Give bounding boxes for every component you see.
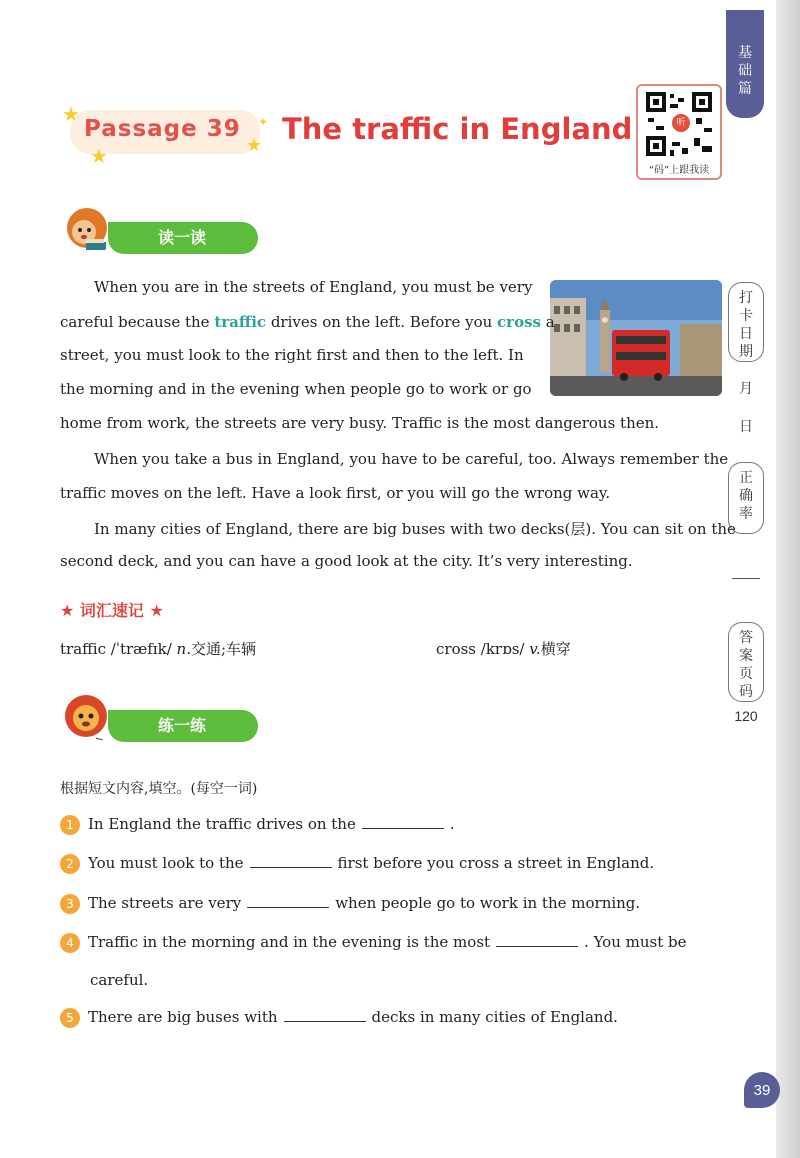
passage-line: street, you must look to the right first and then to the left. In	[60, 346, 524, 364]
london-street-photo	[550, 280, 722, 396]
accuracy-blank	[732, 578, 760, 579]
page-edge	[776, 0, 800, 1158]
practice-section-label: 练一练	[108, 710, 258, 742]
page-number: 39	[744, 1072, 780, 1108]
passage-line: home from work, the streets are very busy. Traffic is the most dangerous then.	[60, 414, 660, 432]
passage-number: Passage 39	[84, 116, 241, 142]
question-number-badge: 5	[60, 1008, 80, 1028]
star-icon: ✦	[258, 115, 269, 129]
read-section-badge	[62, 206, 207, 256]
answer-blank[interactable]	[247, 893, 329, 908]
day-label: 日	[739, 419, 753, 435]
question-3: 3 The streets are very when people go to work in the morning.	[60, 893, 722, 914]
keyword-traffic: traffic	[214, 313, 267, 331]
question-number-badge: 4	[60, 933, 80, 953]
hedgehog-mascot-icon	[62, 206, 112, 256]
passage-line: When you take a bus in England, you have to be careful, too. Always remember the	[94, 450, 729, 468]
month-label: 月	[739, 381, 753, 397]
vocab-item-traffic: traffic /ˈtræfɪk/ n.交通;车辆	[60, 640, 257, 658]
answer-blank[interactable]	[362, 814, 444, 829]
question-2: 2 You must look to the first before you cross a street in England.	[60, 853, 722, 874]
practice-section-badge	[62, 694, 207, 744]
answer-blank[interactable]	[496, 932, 578, 947]
checkin-date-label: 打卡日期	[728, 282, 764, 362]
question-5: 5 There are big buses with decks in many cities of England.	[60, 1007, 722, 1028]
passage-line: When you are in the streets of England, you must be very	[94, 278, 533, 296]
keyword-cross: cross	[497, 313, 541, 331]
read-section-label: 读一读	[108, 222, 258, 254]
star-icon: ★	[90, 144, 108, 168]
passage-line: traffic moves on the left. Have a look first, or you will go the wrong way.	[60, 484, 611, 502]
question-4: 4 Traffic in the morning and in the evening is the most . You must be	[60, 932, 722, 953]
passage-line: the morning and in the evening when people go to work or go	[60, 380, 532, 398]
question-4-continued: careful.	[90, 971, 149, 989]
answer-blank[interactable]	[284, 1007, 366, 1022]
sidebar-tab-basic: 基础篇	[726, 10, 764, 118]
passage-line: In many cities of England, there are big buses with two decks(层). You can sit on the	[94, 520, 736, 538]
page-title: The traffic in England	[282, 112, 633, 146]
question-1: 1 In England the traffic drives on the .	[60, 814, 722, 835]
qr-caption: “码”上跟我读	[648, 165, 710, 176]
lion-mascot-icon	[62, 694, 112, 744]
star-icon: ★	[62, 102, 80, 126]
question-number-badge: 2	[60, 854, 80, 874]
vocab-item-cross: cross /krɒs/ v.横穿	[436, 640, 571, 658]
star-icon: ★	[246, 135, 263, 156]
answer-blank[interactable]	[250, 853, 332, 868]
passage-line: second deck, and you can have a good look at the city. It’s very interesting.	[60, 552, 633, 570]
qr-code[interactable]	[636, 84, 722, 180]
answer-page-label: 答案页码	[728, 622, 764, 702]
listen-icon: 听	[672, 114, 690, 132]
photo-image	[550, 280, 722, 396]
exercise-instruction: 根据短文内容,填空。(每空一词)	[60, 781, 258, 797]
question-number-badge: 3	[60, 894, 80, 914]
vocab-heading: ★ 词汇速记 ★	[60, 601, 164, 620]
answer-page-number: 120	[734, 708, 758, 724]
question-number-badge: 1	[60, 815, 80, 835]
accuracy-label: 正确率	[728, 462, 764, 534]
passage-line: careful because the traffic drives on the left. Before you cross a	[60, 313, 555, 331]
